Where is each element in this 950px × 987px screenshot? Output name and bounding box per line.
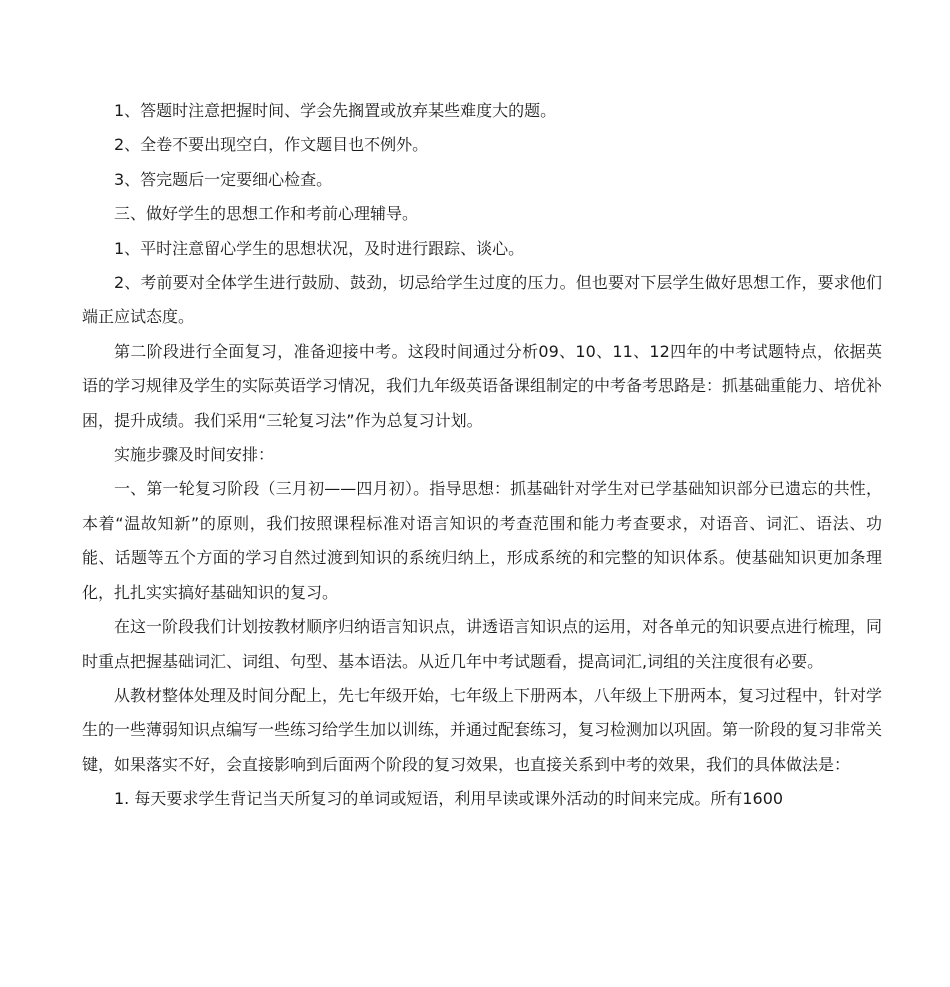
section-heading-psychology: 三、做好学生的思想工作和考前心理辅导。	[114, 204, 419, 224]
paragraph-tip-check: 3、答完题后一定要细心检查。	[114, 169, 333, 189]
paragraph-psych-1: 1、平时注意留心学生的思想状况，及时进行跟踪、谈心。	[114, 238, 525, 258]
paragraph-schedule-heading: 实施步骤及时间安排：	[114, 445, 275, 465]
paragraph-daily-vocab: 1. 每天要求学生背记当天所复习的单词或短语，利用早读或课外活动的时间来完成。所有1600	[114, 789, 784, 809]
paragraph-round-one-plan: 在这一阶段我们计划按教材顺序归纳语言知识点，讲透语言知识点的运用，对各单元的知识要点进行梳理，同时重点把握基础词汇、词组、句型、基本语法。从近几年中考试题看，提高词汇,词组的关注度很有必要。	[82, 617, 883, 671]
paragraph-tip-no-blank: 2、全卷不要出现空白，作文题目也不例外。	[114, 135, 429, 155]
document-body	[82, 94, 882, 817]
paragraph-tip-time: 1、答题时注意把握时间、学会先搁置或放弃某些难度大的题。	[114, 101, 557, 120]
paragraph-round-one: 一、第一轮复习阶段（三月初——四月初）。指导思想：抓基础针对学生对已学基础知识部分已遗忘的共性，本着“温故知新”的原则，我们按照课程标准对语言知识的考查范围和能力考查要求，对语音、词汇、语法、功能、话题等五个方面的学习自然过渡到知识的系统归纳上，形成系统的和完整的知识体系。使基础知识更加条理化，扎扎实实搞好基础知识的复习。	[82, 479, 882, 602]
paragraph-psych-2: 2、考前要对全体学生进行鼓励、鼓劲，切忌给学生过度的压力。但也要对下层学生做好思想工作，要求他们端正应试态度。	[82, 273, 882, 327]
paragraph-stage-two: 第二阶段进行全面复习，准备迎接中考。这段时间通过分析09、10、11、12四年的中考试题特点，依据英语的学习规律及学生的实际英语学习情况，我们九年级英语备课组制定的中考备考思路是：抓基础重能力、培优补困，提升成绩。我们采用“三轮复习法”作为总复习计划。	[82, 341, 883, 430]
paragraph-textbook-allocation: 从教材整体处理及时间分配上，先七年级开始，七年级上下册两本，八年级上下册两本，复习过程中，针对学生的一些薄弱知识点编写一些练习给学生加以训练，并通过配套练习，复习检测加以巩固。第一阶段的复习非常关键，如果落实不好，会直接影响到后面两个阶段的复习效果，也直接关系到中考的效果，我们的具体做法是：	[82, 685, 883, 774]
